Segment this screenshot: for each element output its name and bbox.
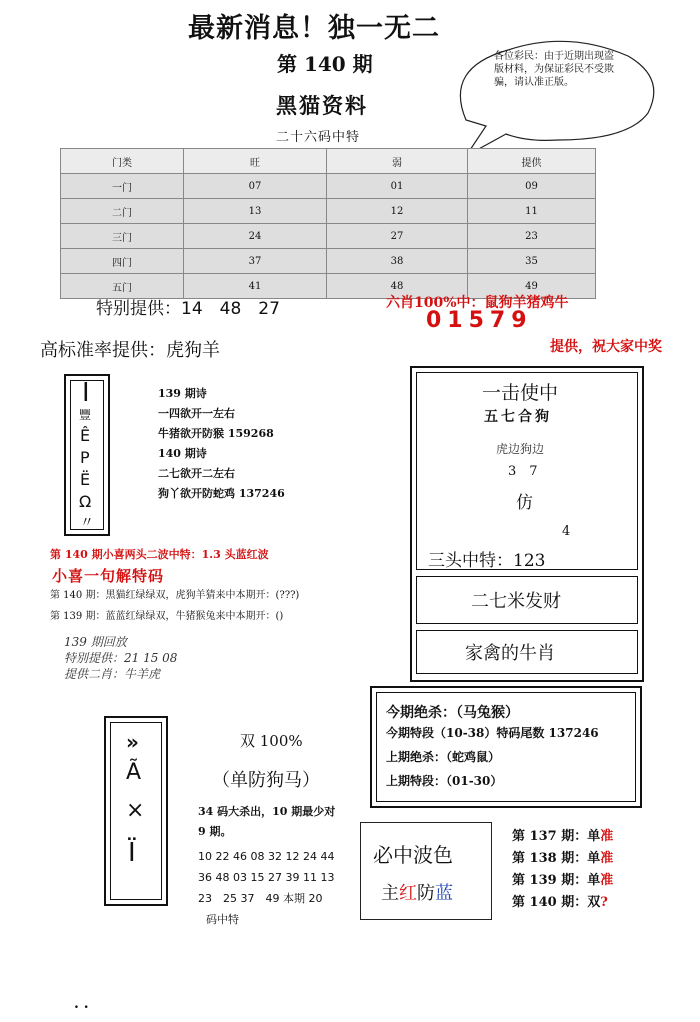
blessing: 提供，祝大家中奖 [550, 339, 662, 355]
one-hit-nums: 3 7 [508, 464, 538, 479]
issue-number: 第 140 期 [277, 52, 373, 76]
one-hit-box [410, 366, 644, 682]
three-heads: 三头中特：123 [428, 551, 546, 571]
six-zodiac-numbers: 01579 [426, 308, 533, 333]
cell: 37 [184, 249, 327, 274]
col-header: 弱 [327, 149, 468, 174]
cell: 48 [327, 274, 468, 299]
review-special: 特别提供：21 15 08 [64, 651, 178, 665]
cell: 五门 [61, 274, 184, 299]
cell: 09 [468, 174, 596, 199]
kill-line-3: 上期绝杀：（蛇鸡鼠） [386, 750, 501, 764]
one-hit-four: 4 [562, 524, 571, 539]
bottom-glyph-2: × [126, 798, 145, 823]
glyph-4: Ë [80, 470, 91, 489]
table-header-row [61, 149, 596, 174]
kill-line-1: 今期绝杀：（马兔猴） [386, 705, 519, 721]
history-item: 第 139 期：单准 [512, 873, 614, 888]
col-header: 提供 [468, 149, 596, 174]
box2-text: 二七米发财 [471, 591, 561, 612]
special-numbers: 特别提供：14 48 27 [96, 299, 280, 319]
cell: 一门 [61, 174, 184, 199]
table-row [61, 174, 596, 199]
box2 [416, 576, 638, 624]
glyph-3: P [80, 448, 90, 467]
wave-main-prefix: 主 [381, 883, 399, 904]
tail-red-line: 第 140 期小喜两头二波中特：1.3 头蓝红波 [50, 548, 269, 561]
wave-blue: 蓝 [435, 883, 453, 904]
number-row: 10 22 46 08 32 12 24 44 [198, 850, 335, 863]
page-title: 黑猫资料 [276, 93, 368, 118]
history-item: 第 140 期：双? [512, 895, 608, 910]
kill-34-line-2: 9 期。 [198, 825, 232, 838]
one-hit-combo: 五七合狗 [484, 409, 552, 425]
number-row: 36 48 03 15 27 39 11 13 [198, 871, 335, 884]
headline: 最新消息！独一无二 [188, 13, 440, 44]
double-100: 双 100% [240, 732, 303, 750]
one-hit-side: 虎边狗边 [496, 442, 545, 456]
history-list [512, 826, 613, 914]
one-hit-title: 一击使中 [482, 382, 559, 404]
wave-fang: 防 [417, 883, 435, 904]
kill-34-line-1: 34 码大杀出，10 期最少对 [198, 805, 336, 818]
cell: 23 [468, 224, 596, 249]
history-item: 第 137 期：单准 [512, 829, 614, 844]
tiger-line: 高标准率提供：虎狗羊 [40, 340, 220, 361]
danfang: （单防狗马） [212, 770, 320, 791]
kill-34-text [198, 802, 335, 842]
cell: 11 [468, 199, 596, 224]
notice-bubble [448, 38, 658, 150]
tail-sub-title: 小喜一句解特码 [52, 567, 165, 585]
poem-line: 牛猪欲开防猴 159268 [158, 427, 274, 440]
poem-line: 139 期诗 [158, 387, 207, 400]
poem-glyph-box [64, 374, 110, 536]
bottom-glyph-0: » [126, 730, 139, 754]
kill-line-2: 今期特段（10-38）特码尾数 137246 [386, 726, 599, 740]
cell: 24 [184, 224, 327, 249]
bubble-text: 各位彩民：由于近期出现盗版材料，为保证彩民不受欺骗，请认准正版。 [494, 51, 614, 88]
review-block [64, 634, 177, 682]
cell: 07 [184, 174, 327, 199]
wave-main [381, 879, 453, 905]
col-header: 门类 [61, 149, 184, 174]
history-item: 第 138 期：单准 [512, 851, 614, 866]
cell: 41 [184, 274, 327, 299]
doors-table [60, 148, 596, 299]
table-row [61, 249, 596, 274]
tail-line-1: 第 140 期：黑猫红绿绿双，虎狗羊猜来中本期开：(???) [50, 590, 300, 601]
cell: 三门 [61, 224, 184, 249]
review-title: 139 期回放 [64, 635, 127, 649]
table-row [61, 224, 596, 249]
box3 [416, 630, 638, 674]
six-zodiac-label: 六肖100%中：鼠狗羊猪鸡牛 [386, 295, 569, 311]
col-header: 旺 [184, 149, 327, 174]
poem-line: 一四欲开一左右 [158, 407, 235, 420]
bottom-glyph-1: Ã [126, 760, 142, 785]
cell: 49 [468, 274, 596, 299]
poem-line: 狗丫欲开防蛇鸡 137246 [158, 487, 285, 500]
cell: 12 [327, 199, 468, 224]
kill-box [370, 686, 642, 808]
tail-line-2: 第 139 期：蓝蓝红绿绿双，牛猪猴兔来中本期开：() [50, 611, 284, 622]
number-row: 23 25 37 49 本期 20 [198, 892, 323, 905]
number-row: 码中特 [206, 913, 239, 926]
poem-lines [158, 384, 285, 504]
footer-dots: . . [74, 996, 89, 1012]
review-two: 提供二肖：牛羊虎 [64, 667, 161, 681]
bottom-glyph-3: Ï [128, 838, 136, 868]
glyph-0: ┃ [81, 382, 91, 401]
one-hit-fang: 仿 [516, 493, 533, 513]
cell: 四门 [61, 249, 184, 274]
glyph-6: 〃 [80, 515, 94, 531]
box3-text: 家禽的牛肖 [465, 643, 555, 664]
wave-title: 必中波色 [373, 843, 453, 867]
cell: 38 [327, 249, 468, 274]
wave-box [360, 822, 492, 920]
poem-line: 二七欲开二左右 [158, 467, 235, 480]
poem-line: 140 期诗 [158, 447, 207, 460]
subtitle: 二十六码中特 [276, 130, 361, 145]
cell: 01 [327, 174, 468, 199]
wave-red: 红 [399, 883, 417, 904]
glyph-5: Ω [79, 492, 92, 511]
number-grid [198, 846, 334, 930]
glyph-1: 豐 [79, 408, 92, 422]
cell: 13 [184, 199, 327, 224]
bottom-glyph-box [104, 716, 168, 906]
kill-line-4: 上期特段：（01-30） [386, 774, 503, 788]
cell: 27 [327, 224, 468, 249]
table-row [61, 199, 596, 224]
glyph-2: Ê [80, 426, 91, 445]
cell: 35 [468, 249, 596, 274]
cell: 二门 [61, 199, 184, 224]
